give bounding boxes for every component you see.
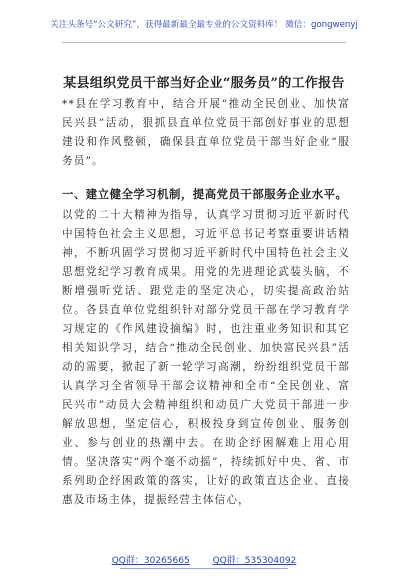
section-heading: 一、建立健全学习机制，提高党员干部服务企业水平。 xyxy=(62,187,348,201)
footer-divider xyxy=(120,568,288,569)
qq-group-2-link[interactable]: QQ群：535304092 xyxy=(212,556,297,566)
footer-contact xyxy=(0,553,408,566)
qq-group-1-link[interactable]: QQ群：30265665 xyxy=(111,556,190,566)
intro-paragraph: **县在学习教育中，结合开展“推动全民创业、加快富民兴县”活动，狠抓县直单位党员干部创好事业的思想建设和作风整顿，确保县直单位党员干部当好企业“服务员”。 xyxy=(62,98,350,167)
section-body-paragraph: 以党的二十大精神为指导，认真学习贯彻习近平新时代中国特色社会主义思想，习近平总书记考察重要讲话精神，不断巩固学习贯彻习近平新时代中国特色社会主义思想党纪学习教育成果。用党的先进理论武装头脑，不断增强听党话、跟党走的坚定决心，切实提高政治站位。各县直单位党组织针对部分党员干部在学习教育学习规定的《作风建设摘编》时，也注重业务知识和其它相关知识学习，结合“推动全民创业、加快富民兴县”活动的需要，掀起了新一轮学习高潮，纷纷组织党员干部认真学习全省领导干部会议精神和全市“全民创业、富民兴市”动员大会精神组织和动员广大党员干部进一步解放思想，坚定信心，积极投身到宣传创业、服务创业、参与创业的热潮中去。在助企纾困解难上用心用情。坚决落实“两个毫不动摇”，持续抓好中央、省、市系列助企纾困政策的落实，让好的政策直达企业、直接惠及市场主体，提振经营主体信心， xyxy=(62,209,350,506)
document-title: 某县组织党员干部当好企业“服务员”的工作报告 xyxy=(63,76,345,91)
header-banner: 关注头条号“公文研究”，获得最新最全最专业的公文资料库！ 微信：gongwenyj xyxy=(50,20,358,30)
header-divider xyxy=(62,42,346,43)
